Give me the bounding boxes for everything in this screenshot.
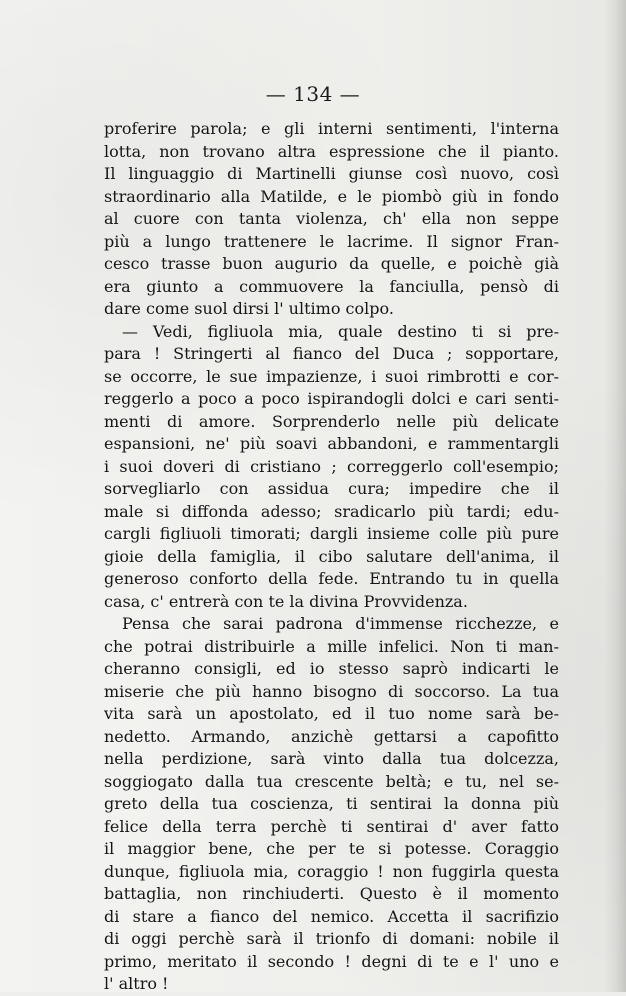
text-line: soggiogato dalla tua crescente beltà; e tu, nel se- [104, 771, 559, 791]
text-line: menti di amore. Sorprenderlo nelle più delicate [104, 411, 559, 431]
text-line: proferire parola; e gli interni sentimenti, l'interna [104, 119, 559, 138]
text-line: dunque, figliuola mia, coraggio ! non fuggirla questa [104, 861, 559, 881]
text-line: che potrai distribuirle a mille infelici. Non ti man- [104, 636, 559, 656]
text-line: se occorre, le sue impazienze, i suoi rimbrotti e cor- [104, 366, 559, 386]
text-line: il maggior bene, che per te si potesse. Coraggio [104, 839, 559, 858]
text-line: vita sarà un apostolato, ed il tuo nome sarà be- [104, 704, 559, 723]
text-line: para ! Stringerti al fianco del Duca ; sopportare, [104, 344, 559, 363]
text-line: reggerlo a poco a poco ispirandogli dolci e cari senti- [104, 389, 559, 408]
text-line: di stare a fianco del nemico. Accetta il sacrifizio [104, 906, 559, 926]
text-line: espansioni, ne' più soavi abbandoni, e rammentargli [104, 434, 559, 453]
text-line: primo, meritato il secondo ! degni di te e l' uno e [104, 951, 559, 971]
text-line: felice della terra perchè ti sentirai d' aver fatto [104, 816, 559, 836]
text-line: più a lungo trattenere le lacrime. Il signor Fran- [104, 231, 559, 251]
text-line: lotta, non trovano altra espressione che il pianto. [104, 141, 559, 161]
text-line: dare come suol dirsi l' ultimo colpo. [104, 299, 394, 318]
text-line: cargli figliuoli timorati; dargli insieme colle più pure [104, 524, 559, 543]
text-line: sorvegliarlo con assidua cura; impedire che il [104, 479, 559, 498]
text-line: male si diffonda adesso; sradicarlo più tardi; edu- [104, 501, 559, 521]
text-line: di oggi perchè sarà il trionfo di domani: nobile il [104, 929, 559, 948]
text-line: — Vedi, figliuola mia, quale destino ti si pre- [122, 321, 559, 341]
text-line: Il linguaggio di Martinelli giunse così nuovo, così [104, 164, 559, 183]
text-line: battaglia, non rinchiuderti. Questo è il momento [104, 884, 559, 903]
text-line: greto della tua coscienza, ti sentirai la donna più [104, 794, 559, 813]
text-line: generoso conforto della fede. Entrando tu in quella [104, 569, 559, 588]
text-line: era giunto a commuovere la fanciulla, pensò di [104, 276, 559, 296]
text-line: gioie della famiglia, il cibo salutare dell'anima, il [104, 546, 559, 566]
text-line: nedetto. Armando, anzichè gettarsi a capofitto [104, 726, 559, 746]
text-line: i suoi doveri di cristiano ; correggerlo coll'esempio; [104, 456, 559, 476]
text-line: Pensa che sarai padrona d'immense ricchezze, e [122, 614, 559, 633]
text-line: straordinario alla Matilde, e le piombò giù in fondo [104, 186, 559, 206]
text-line: al cuore con tanta violenza, ch' ella non seppe [104, 209, 559, 228]
text-line: cheranno consigli, ed io stesso saprò indicarti le [104, 659, 559, 678]
body-text [104, 118, 559, 996]
text-line: casa, c' entrerà con te la divina Provvidenza. [104, 591, 468, 611]
text-line: miserie che più hanno bisogno di soccorso. La tua [104, 681, 559, 701]
page-edge-shadow [604, 0, 626, 992]
text-line: nella perdizione, sarà vinto dalla tua dolcezza, [104, 749, 559, 768]
text-line: l' altro ! [104, 974, 169, 993]
page-number-header: — 134 — [265, 82, 361, 106]
text-line: cesco trasse buon augurio da quelle, e poichè già [104, 254, 559, 273]
